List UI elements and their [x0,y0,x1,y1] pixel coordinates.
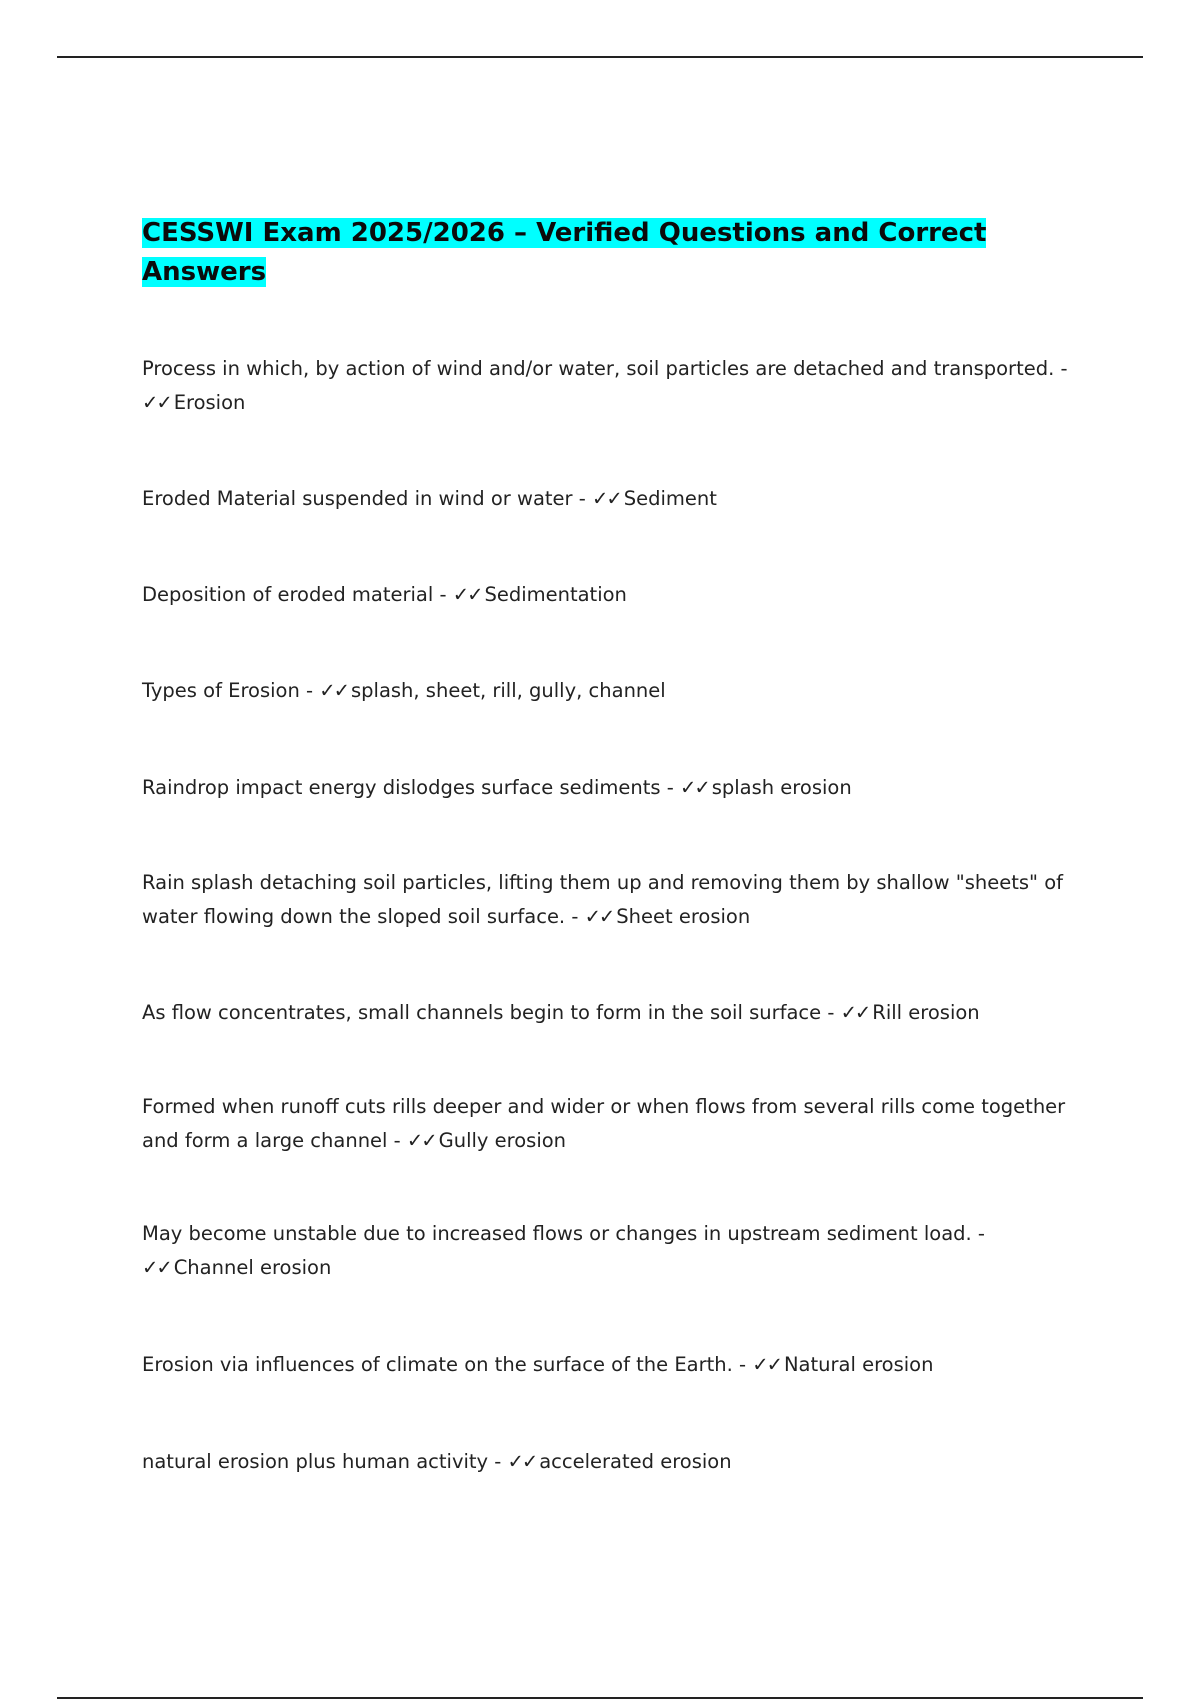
separator: - [488,1450,508,1473]
qa-item [142,1217,1072,1285]
separator: - [732,1353,753,1376]
document-title [142,214,1042,292]
question-text: As flow concentrates, small channels begin to form in the soil surface [142,1001,822,1024]
answer-text: Erosion [173,391,246,414]
question-text: natural erosion plus human activity [142,1450,489,1473]
check-icon: ✓✓ [142,391,171,414]
top-rule [57,56,1143,58]
check-icon: ✓✓ [142,1256,171,1279]
qa-item [142,1348,1072,1382]
separator: - [660,776,680,799]
answer-text: Sedimentation [484,583,627,606]
check-icon: ✓✓ [584,905,614,928]
check-icon: ✓✓ [840,1001,870,1024]
question-text: Raindrop impact energy dislodges surface sediments [142,776,661,799]
check-icon: ✓✓ [507,1450,537,1473]
answer-text: Sediment [623,487,717,510]
separator: - [387,1129,407,1152]
question-text: Erosion via influences of climate on the surface of the Earth. [142,1353,733,1376]
qa-item [142,674,1072,708]
answer-text: Gully erosion [438,1129,567,1152]
qa-item [142,352,1072,420]
check-icon: ✓✓ [452,583,482,606]
question-text: Eroded Material suspended in wind or water [142,487,573,510]
separator: - [821,1001,841,1024]
question-text: Formed when runoff cuts rills deeper and wider or when flows from several rills come together and form a large channel [142,1095,1066,1152]
qa-item [142,482,1072,516]
question-text: May become unstable due to increased flows or changes in upstream sediment load. [142,1222,972,1245]
document-title-text: CESSWI Exam 2025/2026 – Verified Questions and Correct Answers [142,218,987,287]
qa-item [142,771,1072,805]
qa-item [142,1445,1072,1479]
check-icon: ✓✓ [752,1353,781,1376]
answer-text: Rill erosion [872,1001,980,1024]
check-icon: ✓✓ [319,679,348,702]
answer-text: Natural erosion [783,1353,934,1376]
answer-text: Sheet erosion [616,905,751,928]
question-text: Deposition of eroded material [142,583,434,606]
bottom-rule [57,1697,1143,1699]
answer-text: Channel erosion [173,1256,332,1279]
question-text: Types of Erosion [142,679,300,702]
qa-item [142,866,1072,934]
check-icon: ✓✓ [592,487,621,510]
answer-text: accelerated erosion [539,1450,732,1473]
separator: - [433,583,453,606]
check-icon: ✓✓ [680,776,709,799]
qa-item [142,578,1072,612]
separator: - [572,487,592,510]
answer-text: splash erosion [711,776,852,799]
separator: - [299,679,320,702]
question-text: Process in which, by action of wind and/or water, soil particles are detached and transported. [142,357,1055,380]
question-text: Rain splash detaching soil particles, lifting them up and removing them by shallow "sheets" of water flowing down the sloped soil surface. [142,871,1064,928]
separator: - [971,1222,985,1245]
check-icon: ✓✓ [406,1129,436,1152]
answer-text: splash, sheet, rill, gully, channel [350,679,666,702]
qa-item [142,996,1072,1030]
qa-item [142,1090,1072,1158]
separator: - [1054,357,1068,380]
separator: - [565,905,585,928]
